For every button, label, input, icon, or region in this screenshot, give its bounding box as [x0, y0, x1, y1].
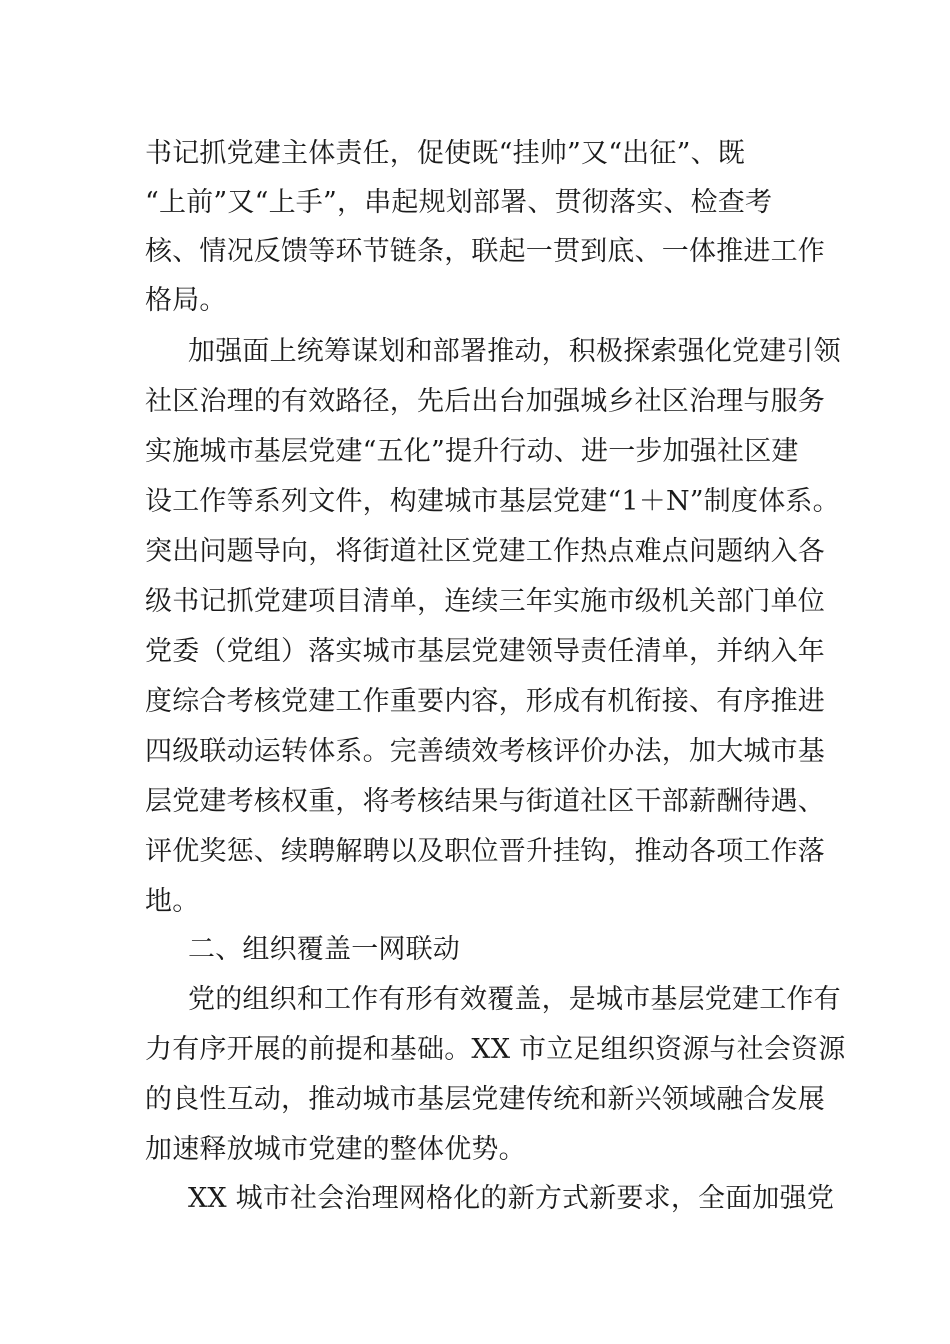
text-line: 加速释放城市党建的整体优势。 [145, 1134, 526, 1165]
text-line: “上前”又“上手”，串起规划部署、贯彻落实、检查考 [145, 187, 773, 218]
text-line: 层党建考核权重，将考核结果与街道社区干部薪酬待遇、 [145, 786, 825, 817]
text-line: 度综合考核党建工作重要内容，形成有机衔接、有序推进 [145, 686, 825, 717]
text-line: 四级联动运转体系。完善绩效考核评价办法，加大城市基 [145, 736, 825, 767]
text-line: 地。 [145, 886, 200, 917]
text-line: 加强面上统筹谋划和部署推动，积极探索强化党建引领 [188, 336, 841, 367]
text-line: 的良性互动，推动城市基层党建传统和新兴领域融合发展 [145, 1084, 825, 1115]
text-line: 社区治理的有效路径，先后出台加强城乡社区治理与服务 [145, 386, 825, 417]
text-line: 力有序开展的前提和基础。XX 市立足组织资源与社会资源 [145, 1034, 846, 1065]
text-line: 党委（党组）落实城市基层党建领导责任清单，并纳入年 [145, 636, 825, 667]
text-line: 突出问题导向，将街道社区党建工作热点难点问题纳入各 [145, 536, 825, 567]
text-line: 核、情况反馈等环节链条，联起一贯到底、一体推进工作 [145, 236, 825, 267]
text-line: 实施城市基层党建“五化”提升行动、进一步加强社区建 [145, 436, 799, 467]
text-line: 格局。 [145, 285, 227, 316]
text-line: XX 城市社会治理网格化的新方式新要求，全面加强党 [188, 1183, 835, 1214]
text-line: 评优奖惩、续聘解聘以及职位晋升挂钩，推动各项工作落 [145, 836, 825, 867]
text-line: 党的组织和工作有形有效覆盖，是城市基层党建工作有 [188, 984, 841, 1015]
text-line: 书记抓党建主体责任，促使既“挂帅”又“出征”、既 [145, 138, 746, 169]
section-heading: 二、组织覆盖一网联动 [188, 934, 460, 965]
text-line: 设工作等系列文件，构建城市基层党建“1＋N”制度体系。 [145, 486, 840, 517]
text-line: 级书记抓党建项目清单，连续三年实施市级机关部门单位 [145, 586, 825, 617]
